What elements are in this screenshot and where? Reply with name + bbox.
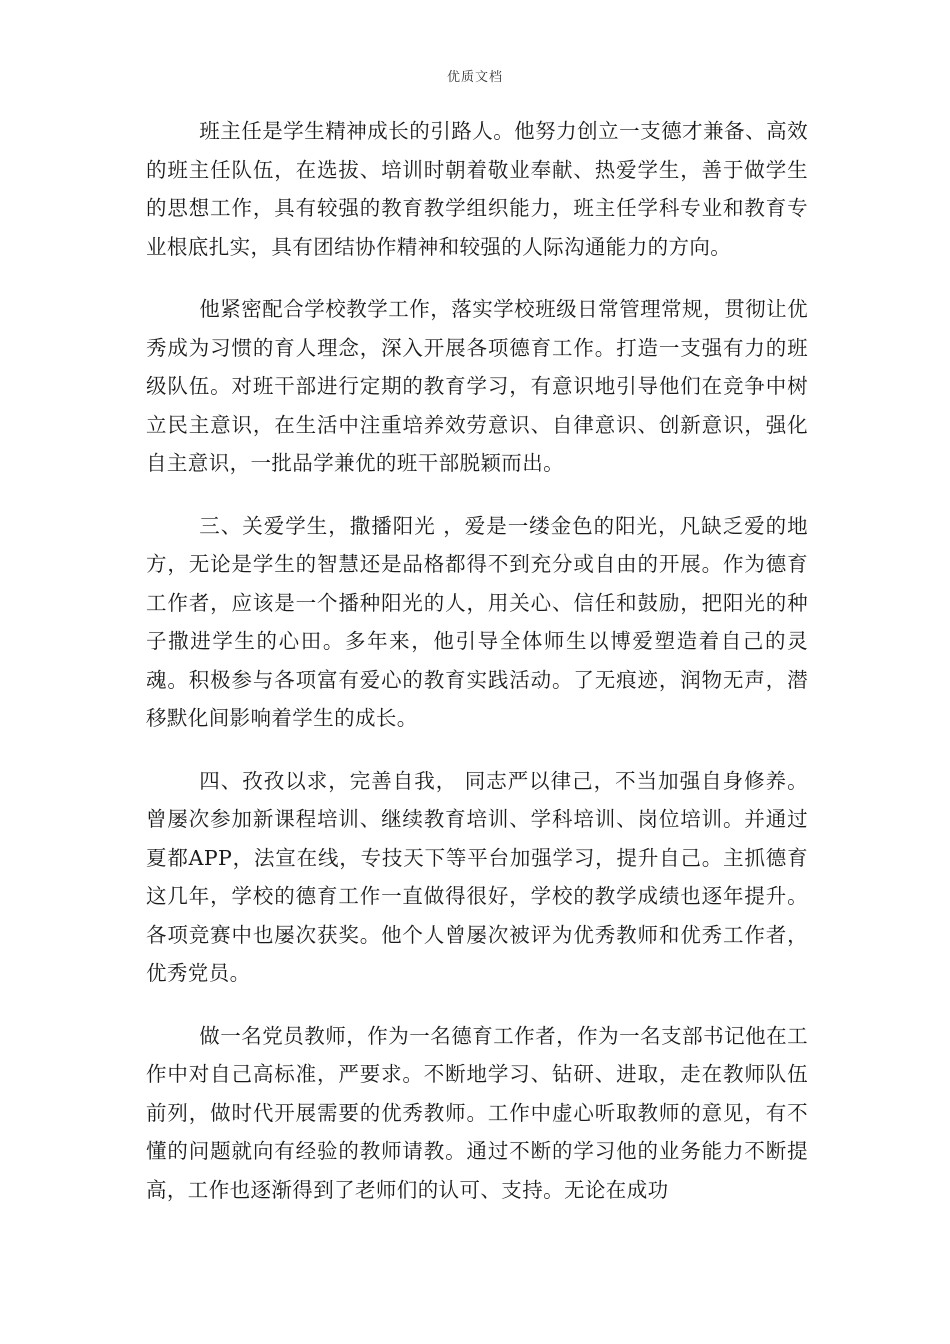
paragraph-care-for-students: 三、关爱学生，撒播阳光 ，爱是一缕金色的阳光，凡缺乏爱的地方，无论是学生的智慧还是品格都得不到充分或自由的开展。作为德育工作者，应该是一个播种阳光的人，用关心、信任和鼓励，把阳光的种子撒进学生的心田。多年来，他引导全体师生以博爱塑造着自己的灵魂。积极参与各项富有爱心的教育实践活动。了无痕迹，润物无声，潜移默化间影响着学生的成长。 [146,513,808,730]
paragraph-head-teacher-team: 班主任是学生精神成长的引路人。他努力创立一支德才兼备、高效的班主任队伍，在选拔、培训时朝着敬业奉献、热爱学生，善于做学生的思想工作，具有较强的教育教学组织能力，班主任学科专业和教育专业根底扎实，具有团结协作精神和较强的人际沟通能力的方向。 [146,119,808,259]
paragraph-party-member-teacher: 做一名党员教师，作为一名德育工作者，作为一名支部书记他在工作中对自己高标准，严要求。不断地学习、钻研、进取，走在教师队伍前列，做时代开展需要的优秀教师。工作中虚心听取教师的意见，有不懂的问题就向有经验的教师请教。通过不断的学习他的业务能力不断提高，工作也逐渐得到了老师们的认可、支持。无论在成功 [146,1023,808,1202]
paragraph-self-improvement: 四、孜孜以求，完善自我， 同志严以律己，不当加强自身修养。曾屡次参加新课程培训、继续教育培训、学科培训、岗位培训。并通过夏都APP，法宣在线，专技天下等平台加强学习，提升自己。主抓德育这几年，学校的德育工作一直做得很好，学校的教学成绩也逐年提升。各项竞赛中也屡次获奖。他个人曾屡次被评为优秀教师和优秀工作者，优秀党员。 [146,768,808,985]
document-body [146,112,808,1233]
paragraph-class-management: 他紧密配合学校教学工作，落实学校班级日常管理常规，贯彻让优秀成为习惯的育人理念，深入开展各项德育工作。打造一支强有力的班级队伍。对班干部进行定期的教育学习，有意识地引导他们在竞争中树立民主意识，在生活中注重培养效劳意识、自律意识、创新意识，强化自主意识，一批品学兼优的班干部脱颖而出。 [146,297,808,475]
page-header: 优质文档 [446,70,503,85]
